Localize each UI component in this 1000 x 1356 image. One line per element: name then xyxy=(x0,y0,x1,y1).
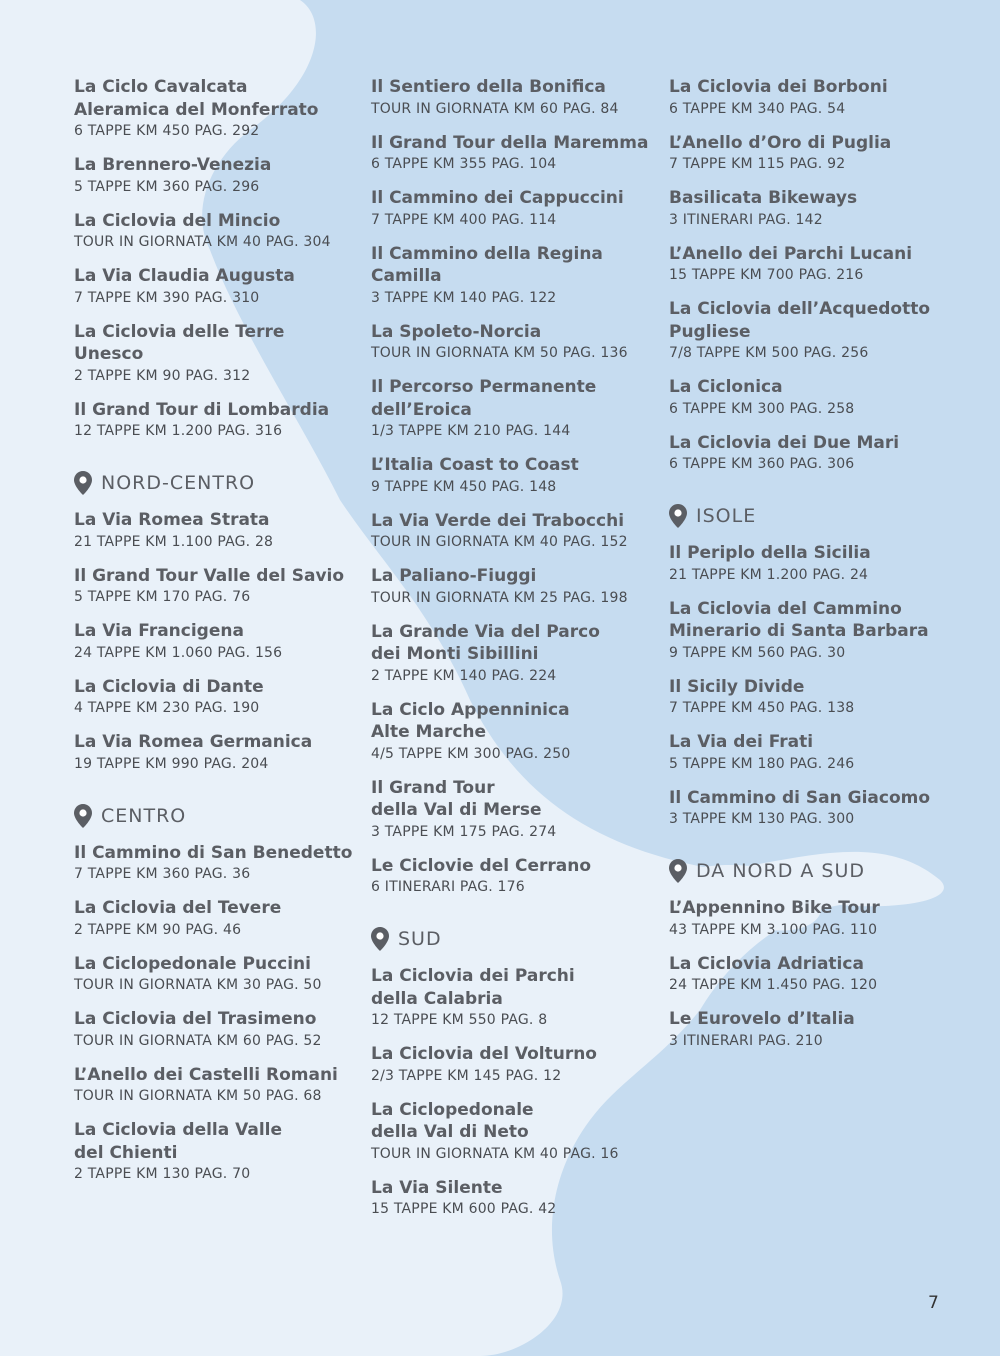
section-title: DA NORD A SUD xyxy=(696,860,866,882)
route-details: 5 TAPPE KM 170 PAG. 76 xyxy=(74,589,251,605)
route-entry xyxy=(371,1177,651,1220)
route-details: 7 TAPPE KM 115 PAG. 92 xyxy=(669,156,846,172)
section-header xyxy=(74,804,354,828)
route-name: Le Ciclovie del Cerrano xyxy=(371,855,591,876)
route-entry xyxy=(371,1043,651,1086)
route-name: La Via Romea Strata xyxy=(74,510,270,530)
route-details: 12 TAPPE KM 550 PAG. 8 xyxy=(371,1012,548,1028)
route-details: 15 TAPPE KM 700 PAG. 216 xyxy=(669,267,864,283)
route-name: La Ciclo Appenninica Alte Marche xyxy=(371,699,570,742)
route-details: 7 TAPPE KM 390 PAG. 310 xyxy=(74,289,260,306)
map-pin-icon xyxy=(669,504,687,528)
route-name: L’Anello d’Oro di Puglia xyxy=(669,132,892,153)
route-name: La Brennero-Venezia xyxy=(74,155,272,175)
route-details: 3 TAPPE KM 130 PAG. 300 xyxy=(669,811,855,827)
route-details: TOUR IN GIORNATA KM 50 PAG. 68 xyxy=(74,1088,322,1104)
route-name: La Ciclovia della Valle del Chienti xyxy=(74,1120,283,1163)
route-details: 5 TAPPE KM 180 PAG. 246 xyxy=(669,755,855,772)
map-pin-icon xyxy=(371,927,389,951)
route-name: La Via Romea Germanica xyxy=(74,732,313,752)
route-entry xyxy=(669,897,969,940)
route-name: La Ciclovia dell’Acquedotto Pugliese xyxy=(669,299,931,342)
route-name: L’Anello dei Parchi Lucani xyxy=(669,243,913,264)
route-name: La Ciclovia del Trasimeno xyxy=(74,1009,317,1029)
section-header xyxy=(669,859,969,883)
route-details: 9 TAPPE KM 560 PAG. 30 xyxy=(669,644,846,661)
route-details: 2 TAPPE KM 90 PAG. 46 xyxy=(74,921,242,938)
route-entry xyxy=(669,298,969,363)
route-details: 3 ITINERARI PAG. 142 xyxy=(669,211,823,228)
route-entry xyxy=(371,132,651,175)
route-details: 15 TAPPE KM 600 PAG. 42 xyxy=(371,1201,557,1217)
section-title: NORD-CENTRO xyxy=(101,472,256,494)
route-entry xyxy=(74,1064,354,1107)
route-name: La Ciclovia del Volturno xyxy=(371,1044,597,1064)
route-details: TOUR IN GIORNATA KM 30 PAG. 50 xyxy=(74,977,322,993)
route-name: La Ciclovia di Dante xyxy=(74,676,264,697)
index-column-3 xyxy=(669,76,969,1064)
route-name: Le Eurovelo d’Italia xyxy=(669,1009,855,1029)
route-name: La Ciclovia dei Borboni xyxy=(669,77,888,97)
route-entry xyxy=(74,1119,354,1184)
route-entry xyxy=(74,1008,354,1051)
route-name: La Ciclo Cavalcata Aleramica del Monferrato xyxy=(74,77,319,120)
route-details: TOUR IN GIORNATA KM 40 PAG. 152 xyxy=(371,534,628,550)
index-column-1 xyxy=(74,76,354,1197)
route-name: Il Cammino di San Giacomo xyxy=(669,787,931,808)
route-entry xyxy=(74,509,354,552)
route-name: La Via Claudia Augusta xyxy=(74,266,295,286)
route-details: 9 TAPPE KM 450 PAG. 148 xyxy=(371,478,557,495)
route-details: 12 TAPPE KM 1.200 PAG. 316 xyxy=(74,423,283,439)
route-entry xyxy=(669,953,969,996)
route-entry xyxy=(669,1008,969,1051)
route-entry xyxy=(669,132,969,175)
route-entry xyxy=(74,897,354,940)
route-details: TOUR IN GIORNATA KM 60 PAG. 84 xyxy=(371,100,619,117)
route-name: La Ciclovia del Tevere xyxy=(74,898,282,918)
route-entry xyxy=(371,855,651,898)
route-entry xyxy=(669,243,969,286)
section-header xyxy=(74,471,354,495)
route-name: Il Cammino dei Cappuccini xyxy=(371,188,624,208)
route-entry xyxy=(371,321,651,364)
index-column-2 xyxy=(371,76,651,1232)
page-number: 7 xyxy=(928,1293,939,1313)
route-details: 7 TAPPE KM 400 PAG. 114 xyxy=(371,211,557,228)
route-details: 21 TAPPE KM 1.100 PAG. 28 xyxy=(74,533,274,550)
route-details: 6 TAPPE KM 450 PAG. 292 xyxy=(74,123,260,139)
route-name: La Paliano-Fiuggi xyxy=(371,566,537,586)
route-entry xyxy=(74,620,354,663)
route-name: Il Cammino della Regina Camilla xyxy=(371,243,603,286)
route-name: La Via dei Frati xyxy=(669,732,814,752)
route-details: 2 TAPPE KM 90 PAG. 312 xyxy=(74,367,251,384)
route-entry xyxy=(74,565,354,608)
route-entry xyxy=(669,76,969,119)
route-details: 5 TAPPE KM 360 PAG. 296 xyxy=(74,178,260,195)
section-title: CENTRO xyxy=(101,804,187,827)
route-entry xyxy=(371,76,651,119)
route-details: TOUR IN GIORNATA KM 40 PAG. 304 xyxy=(74,234,331,250)
route-entry xyxy=(371,454,651,497)
route-name: La Ciclovia dei Due Mari xyxy=(669,432,900,453)
route-name: L’Anello dei Castelli Romani xyxy=(74,1064,338,1085)
route-details: 24 TAPPE KM 1.450 PAG. 120 xyxy=(669,977,878,993)
route-entry xyxy=(371,699,651,764)
route-name: L’Italia Coast to Coast xyxy=(371,455,579,475)
route-name: La Ciclopedonale della Val di Neto xyxy=(371,1099,534,1142)
route-name: La Ciclovia delle Terre Unesco xyxy=(74,321,285,364)
route-entry xyxy=(371,187,651,230)
route-entry xyxy=(371,243,651,308)
route-entry xyxy=(74,399,354,442)
route-details: TOUR IN GIORNATA KM 40 PAG. 16 xyxy=(371,1145,619,1162)
route-details: 21 TAPPE KM 1.200 PAG. 24 xyxy=(669,566,869,583)
route-details: 7 TAPPE KM 360 PAG. 36 xyxy=(74,866,251,882)
route-entry xyxy=(669,787,969,830)
route-name: L’Appennino Bike Tour xyxy=(669,898,880,918)
route-entry xyxy=(74,953,354,996)
route-name: La Ciclovia del Mincio xyxy=(74,210,281,231)
route-details: 19 TAPPE KM 990 PAG. 204 xyxy=(74,755,269,772)
route-name: La Ciclonica xyxy=(669,377,783,397)
route-entry xyxy=(371,1099,651,1164)
route-details: TOUR IN GIORNATA KM 60 PAG. 52 xyxy=(74,1032,322,1049)
route-entry xyxy=(74,676,354,719)
route-details: 7/8 TAPPE KM 500 PAG. 256 xyxy=(669,345,869,361)
route-name: La Ciclovia del Cammino Minerario di Santa Barbara xyxy=(669,598,929,641)
route-entry xyxy=(74,76,354,141)
section-title: ISOLE xyxy=(696,505,757,527)
route-entry xyxy=(669,542,969,585)
route-entry xyxy=(669,187,969,230)
route-entry xyxy=(371,510,651,553)
map-pin-icon xyxy=(74,471,92,495)
route-name: Il Cammino di San Benedetto xyxy=(74,842,353,863)
route-entry xyxy=(371,376,651,441)
route-entry xyxy=(371,965,651,1030)
route-entry xyxy=(74,265,354,308)
route-name: La Via Silente xyxy=(371,1177,503,1198)
route-details: 24 TAPPE KM 1.060 PAG. 156 xyxy=(74,644,283,661)
route-details: 6 TAPPE KM 355 PAG. 104 xyxy=(371,156,557,172)
route-details: 7 TAPPE KM 450 PAG. 138 xyxy=(669,700,855,716)
route-name: Il Sentiero della Bonifica xyxy=(371,77,606,97)
route-entry xyxy=(669,731,969,774)
route-details: 2 TAPPE KM 130 PAG. 70 xyxy=(74,1166,251,1182)
section-header xyxy=(669,504,969,528)
route-entry xyxy=(74,842,354,885)
section-header xyxy=(371,927,651,951)
route-entry xyxy=(74,321,354,386)
route-details: 4/5 TAPPE KM 300 PAG. 250 xyxy=(371,745,571,762)
route-details: 4 TAPPE KM 230 PAG. 190 xyxy=(74,700,260,716)
route-entry xyxy=(669,432,969,475)
route-details: 43 TAPPE KM 3.100 PAG. 110 xyxy=(669,921,878,938)
route-entry xyxy=(669,376,969,419)
route-name: Il Percorso Permanente dell’Eroica xyxy=(371,377,597,420)
route-name: La Via Francigena xyxy=(74,621,244,641)
route-details: 3 ITINERARI PAG. 210 xyxy=(669,1032,823,1049)
route-details: 2/3 TAPPE KM 145 PAG. 12 xyxy=(371,1067,562,1084)
route-name: Il Grand Tour della Maremma xyxy=(371,132,649,153)
route-name: Il Grand Tour Valle del Savio xyxy=(74,565,345,586)
route-details: 1/3 TAPPE KM 210 PAG. 144 xyxy=(371,423,571,439)
route-name: La Ciclovia dei Parchi della Calabria xyxy=(371,966,575,1009)
route-entry xyxy=(74,210,354,253)
route-name: Basilicata Bikeways xyxy=(669,188,858,208)
route-name: La Ciclopedonale Puccini xyxy=(74,953,311,974)
route-name: La Via Verde dei Trabocchi xyxy=(371,510,625,531)
route-name: Il Sicily Divide xyxy=(669,676,805,697)
section-title: SUD xyxy=(398,928,442,950)
map-pin-icon xyxy=(74,804,92,828)
route-details: 6 TAPPE KM 300 PAG. 258 xyxy=(669,400,855,417)
route-name: Il Periplo della Sicilia xyxy=(669,543,871,563)
route-details: 6 ITINERARI PAG. 176 xyxy=(371,879,525,895)
route-name: Il Grand Tour della Val di Merse xyxy=(371,777,542,820)
route-entry xyxy=(371,777,651,842)
route-details: 2 TAPPE KM 140 PAG. 224 xyxy=(371,667,557,684)
route-name: La Grande Via del Parco dei Monti Sibillini xyxy=(371,621,600,664)
route-details: 3 TAPPE KM 140 PAG. 122 xyxy=(371,289,557,306)
route-name: La Ciclovia Adriatica xyxy=(669,953,864,974)
route-details: 3 TAPPE KM 175 PAG. 274 xyxy=(371,823,557,840)
map-pin-icon xyxy=(669,859,687,883)
route-name: Il Grand Tour di Lombardia xyxy=(74,399,330,420)
route-entry xyxy=(669,598,969,663)
route-details: 6 TAPPE KM 340 PAG. 54 xyxy=(669,100,846,117)
route-entry xyxy=(74,154,354,197)
route-details: 6 TAPPE KM 360 PAG. 306 xyxy=(669,456,855,472)
route-entry xyxy=(74,731,354,774)
route-name: La Spoleto-Norcia xyxy=(371,321,542,342)
route-details: TOUR IN GIORNATA KM 50 PAG. 136 xyxy=(371,345,628,361)
route-details: TOUR IN GIORNATA KM 25 PAG. 198 xyxy=(371,589,628,606)
route-entry xyxy=(371,565,651,608)
route-entry xyxy=(371,621,651,686)
route-entry xyxy=(669,676,969,719)
